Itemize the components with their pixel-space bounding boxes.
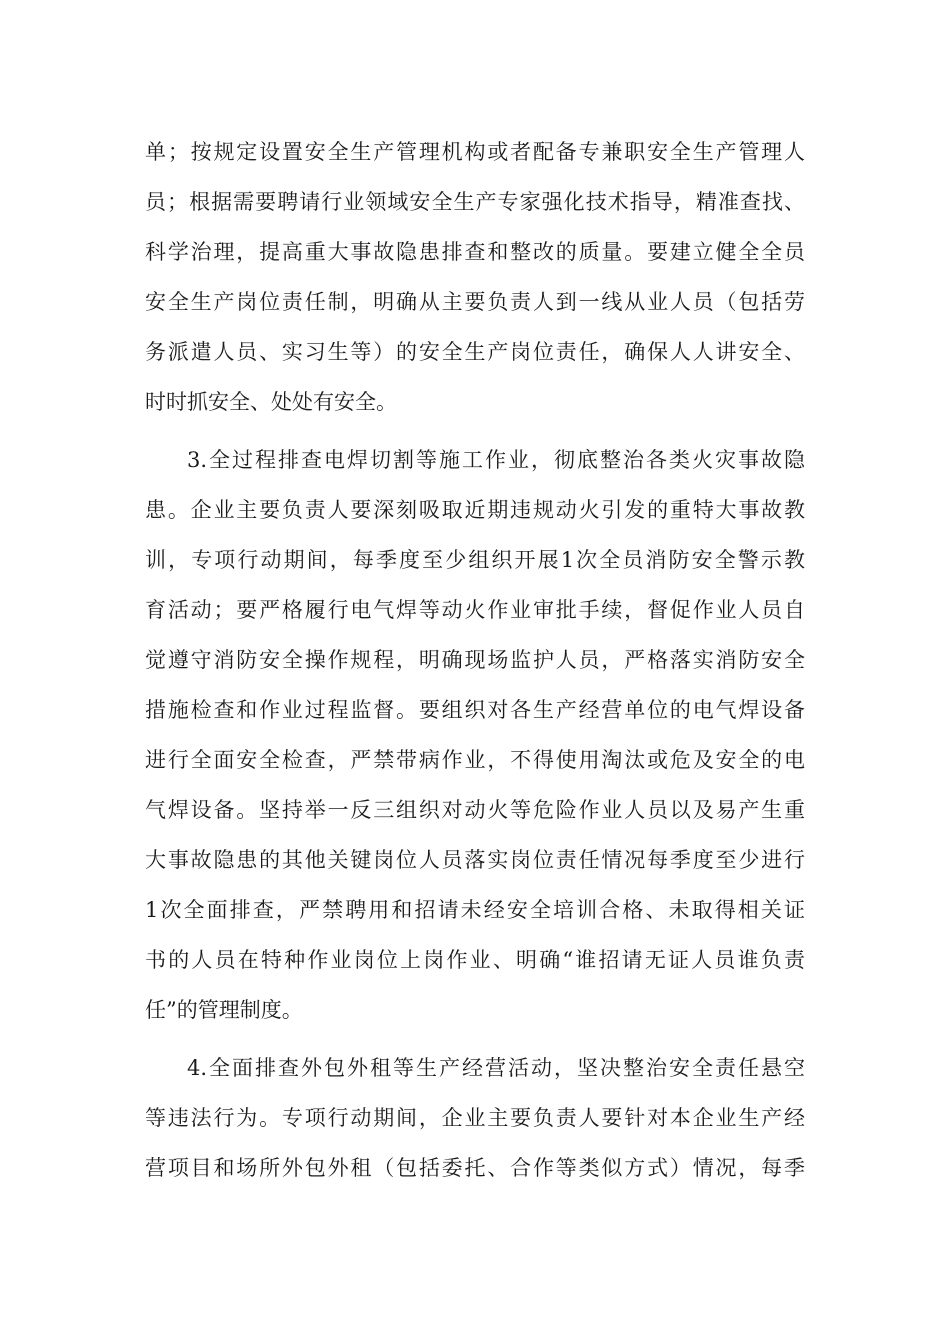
text-line: 气焊设备。坚持举一反三组织对动火等危险作业人员以及易产生重 [145, 798, 805, 822]
text-line: 1次全面排查，严禁聘用和招请未经安全培训合格、未取得相关证 [145, 898, 805, 922]
text-line: 员；根据需要聘请行业领域安全生产专家强化技术指导，精准查找、 [145, 190, 805, 214]
text-line: 措施检查和作业过程监督。要组织对各生产经营单位的电气焊设备 [145, 698, 805, 722]
text-line: 单；按规定设置安全生产管理机构或者配备专兼职安全生产管理人 [145, 140, 805, 164]
text-line: 大事故隐患的其他关键岗位人员落实岗位责任情况每季度至少进行 [145, 848, 805, 872]
text-line: 进行全面安全检查，严禁带病作业，不得使用淘汰或危及安全的电 [145, 748, 805, 772]
text-line: 育活动；要严格履行电气焊等动火作业审批手续，督促作业人员自 [145, 598, 805, 622]
text-line: 训，专项行动期间，每季度至少组织开展1次全员消防安全警示教 [145, 548, 805, 572]
text-line: 等违法行为。专项行动期间，企业主要负责人要针对本企业生产经 [145, 1106, 805, 1130]
text-line: 任”的管理制度。 [145, 998, 303, 1022]
paragraph-heading-4: 4.全面排查外包外租等生产经营活动，坚决整治安全责任悬空 [187, 1056, 805, 1080]
text-line: 患。企业主要负责人要深刻吸取近期违规动火引发的重特大事故教 [145, 498, 805, 522]
text-line: 务派遣人员、实习生等）的安全生产岗位责任，确保人人讲安全、 [145, 340, 805, 364]
text-line: 时时抓安全、处处有安全。 [145, 390, 397, 414]
paragraph-heading-3: 3.全过程排查电焊切割等施工作业，彻底整治各类火灾事故隐 [187, 448, 805, 472]
text-line: 营项目和场所外包外租（包括委托、合作等类似方式）情况，每季 [145, 1156, 805, 1180]
text-line: 觉遵守消防安全操作规程，明确现场监护人员，严格落实消防安全 [145, 648, 805, 672]
text-line: 书的人员在特种作业岗位上岗作业、明确“谁招请无证人员谁负责 [145, 948, 805, 972]
text-line: 安全生产岗位责任制，明确从主要负责人到一线从业人员（包括劳 [145, 290, 805, 314]
text-line: 科学治理，提高重大事故隐患排查和整改的质量。要建立健全全员 [145, 240, 805, 264]
